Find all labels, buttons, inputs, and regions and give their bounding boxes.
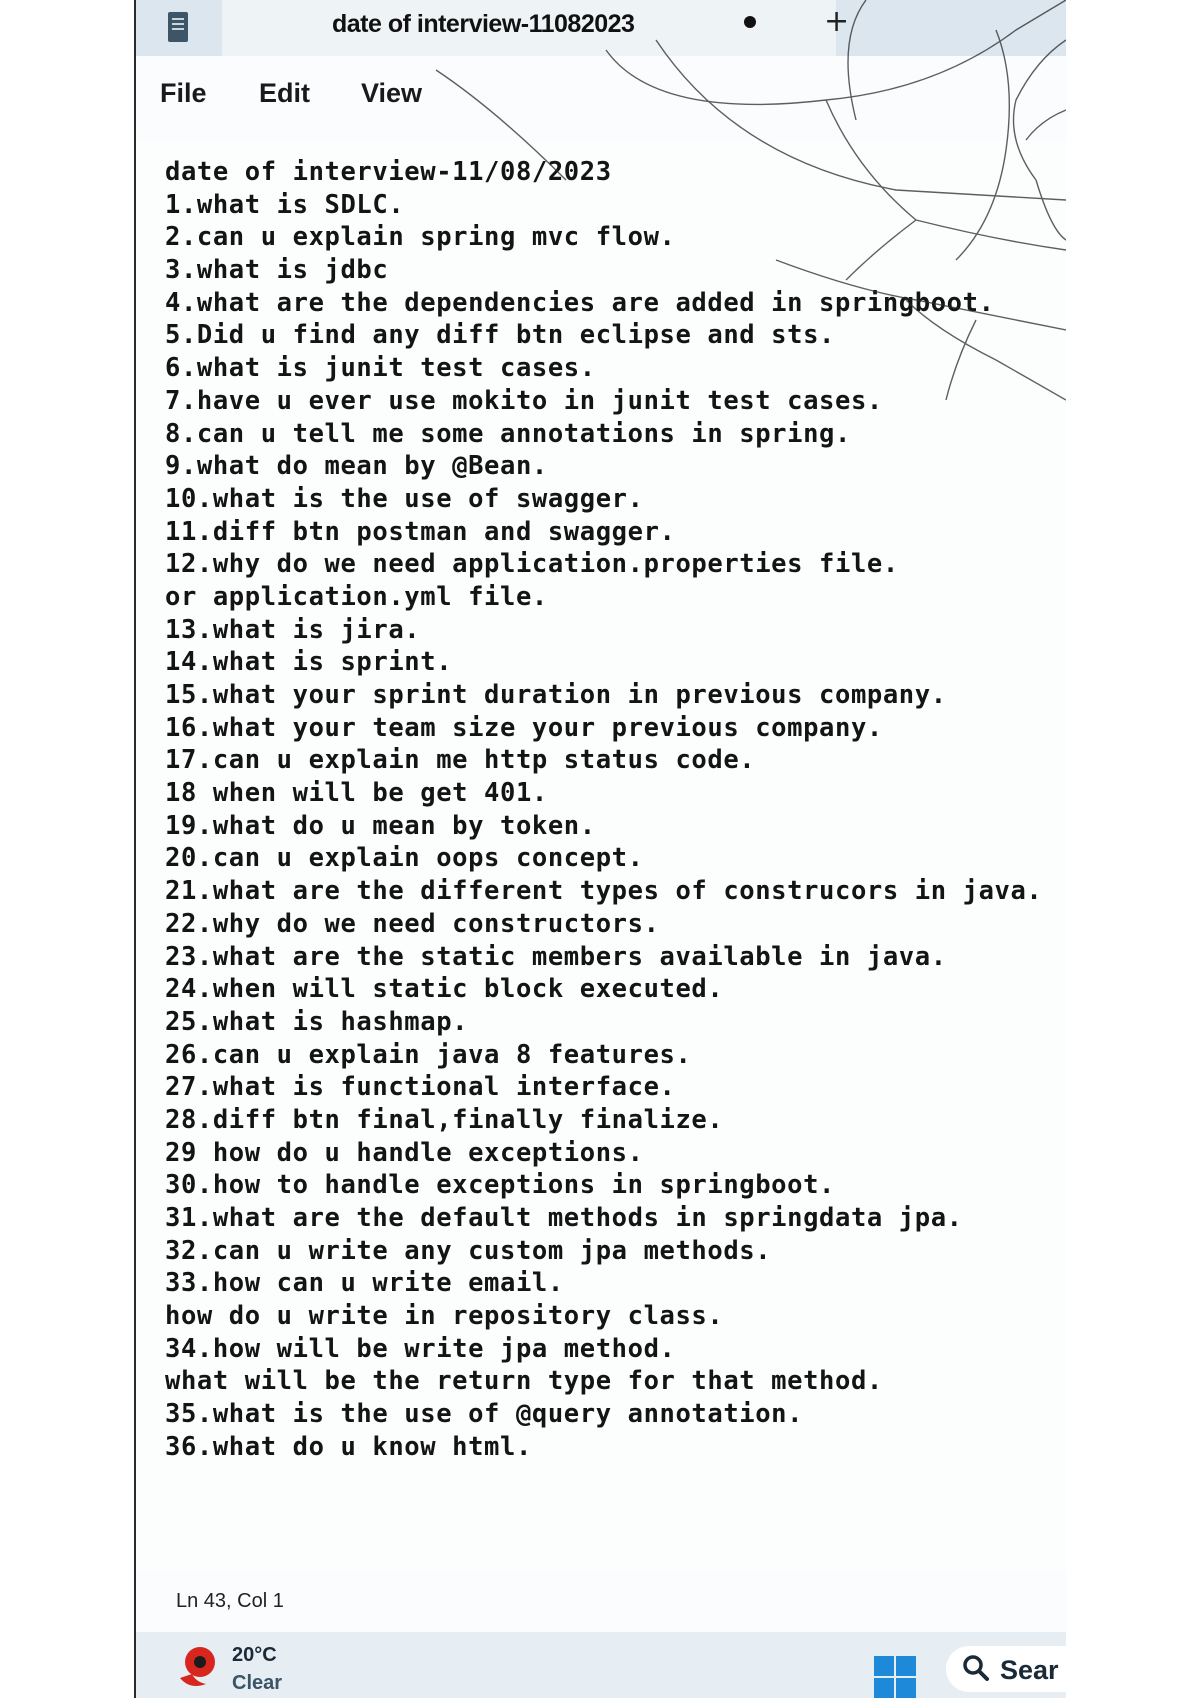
document-line: 13.what is jira. — [165, 614, 421, 645]
windows-start-icon[interactable] — [874, 1656, 918, 1698]
document-line: 12.why do we need application.properties file. — [165, 549, 899, 580]
search-label: Sear — [1000, 1655, 1059, 1685]
document-tab[interactable] — [222, 0, 850, 56]
document-line: 16.what your team size your previous company. — [165, 712, 883, 743]
weather-condition[interactable]: Clear — [232, 1672, 283, 1694]
document-line: what will be the return type for that method. — [165, 1366, 883, 1397]
document-line: 17.can u explain me http status code. — [165, 745, 756, 776]
notepad-window — [136, 0, 1066, 1698]
document-line: 8.can u tell me some annotations in spring. — [165, 418, 851, 449]
document-heading-line: date of interview-11/08/2023 — [165, 157, 612, 187]
document-line: 28.diff btn final,finally finalize. — [165, 1104, 724, 1135]
menu-view[interactable]: View — [361, 78, 423, 108]
document-line: 29 how do u handle exceptions. — [165, 1137, 644, 1168]
cursor-position: Ln 43, Col 1 — [176, 1590, 284, 1612]
document-line: 22.why do we need constructors. — [165, 908, 660, 939]
notepad-icon — [168, 12, 188, 42]
document-line: 14.what is sprint. — [165, 647, 453, 678]
document-line: 32.can u write any custom jpa methods. — [165, 1235, 772, 1266]
weather-icon[interactable] — [176, 1644, 220, 1690]
document-line: 33.how can u write email. — [165, 1268, 564, 1299]
document-line: 23.what are the static members available in java. — [165, 941, 947, 972]
document-line: 24.when will static block executed. — [165, 974, 724, 1005]
document-line: 19.what do u mean by token. — [165, 810, 596, 841]
document-line: 9.what do mean by @Bean. — [165, 451, 548, 482]
document-lines — [165, 156, 1042, 1464]
title-bar — [136, 0, 1066, 56]
document-line: 18 when will be get 401. — [165, 778, 548, 809]
document-line: 1.what is SDLC. — [165, 189, 405, 220]
text-editor[interactable] — [136, 140, 1066, 1570]
document-line: 7.have u ever use mokito in junit test cases. — [165, 385, 883, 416]
search-icon — [962, 1654, 990, 1682]
menu-bar — [136, 56, 1066, 128]
document-line: 34.how will be write jpa method. — [165, 1333, 676, 1364]
document-line: 4.what are the dependencies are added in springboot. — [165, 287, 995, 318]
document-line: how do u write in repository class. — [165, 1301, 724, 1332]
document-line: 27.what is functional interface. — [165, 1072, 676, 1103]
document-line: or application.yml file. — [165, 581, 548, 612]
document-line: 25.what is hashmap. — [165, 1006, 469, 1037]
document-line: 3.what is jdbc — [165, 255, 389, 286]
document-line: 15.what your sprint duration in previous company. — [165, 680, 947, 710]
status-bar — [136, 1578, 1066, 1628]
document-line: 21.what are the different types of construcors in java. — [165, 876, 1043, 907]
document-line: 6.what is junit test cases. — [165, 353, 596, 384]
document-line: 11.diff btn postman and swagger. — [165, 516, 676, 547]
unsaved-indicator-icon[interactable] — [744, 16, 756, 28]
document-line: 5.Did u find any diff btn eclipse and sts. — [165, 320, 835, 351]
menu-file[interactable]: File — [160, 78, 207, 108]
menu-edit[interactable]: Edit — [259, 78, 310, 108]
document-line: 31.what are the default methods in springdata jpa. — [165, 1203, 963, 1233]
tab-title: date of interview-11082023 — [332, 10, 635, 38]
document-line: 2.can u explain spring mvc flow. — [165, 222, 676, 253]
document-line: 36.what do u know html. — [165, 1431, 532, 1462]
taskbar-search-button[interactable] — [946, 1646, 1066, 1692]
new-tab-button[interactable]: + — [824, 4, 850, 39]
document-line: 10.what is the use of swagger. — [165, 483, 644, 514]
taskbar — [136, 1632, 1066, 1698]
document-line: 30.how to handle exceptions in springboot. — [165, 1170, 835, 1201]
document-line: 20.can u explain oops concept. — [165, 843, 644, 874]
weather-temperature[interactable]: 20°C — [232, 1644, 277, 1666]
document-line: 35.what is the use of @query annotation. — [165, 1399, 804, 1430]
document-line: 26.can u explain java 8 features. — [165, 1039, 692, 1070]
